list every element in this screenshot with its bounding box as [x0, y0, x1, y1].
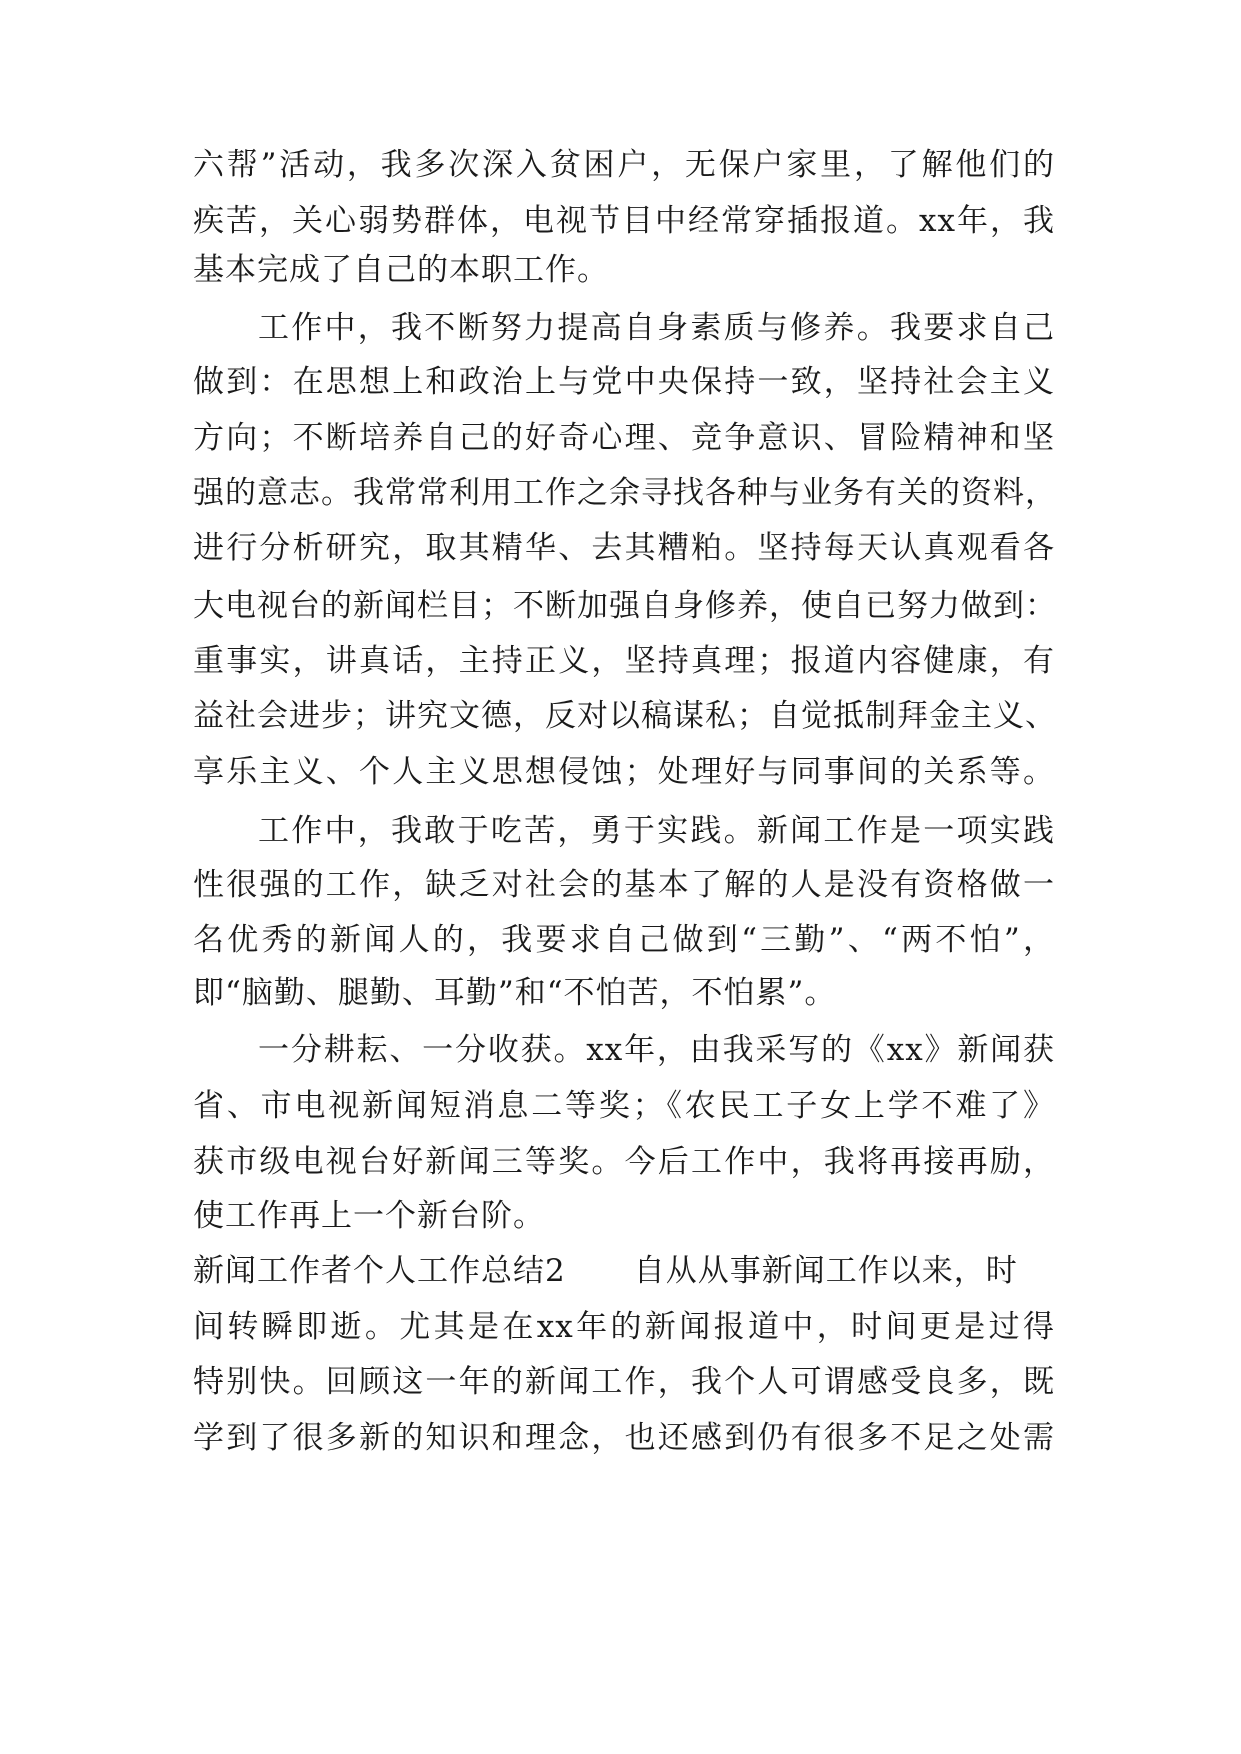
text-line: 强的意志。我常常利用工作之余寻找各种与业务有关的资料， — [193, 475, 1057, 511]
text-line: 省、市电视新闻短消息二等奖；《农民工子女上学不难了》 — [193, 1088, 1055, 1124]
text-line: 特别快。回顾这一年的新闻工作，我个人可谓感受良多，既 — [193, 1364, 1055, 1400]
text-line: 基本完成了自己的本职工作。 — [193, 252, 609, 288]
text-line: 名优秀的新闻人的，我要求自己做到“三勤”、“两不怕”， — [193, 922, 1055, 958]
text-line: 进行分析研究，取其精华、去其糟粕。坚持每天认真观看各 — [193, 530, 1055, 566]
text-line: 即“脑勤、腿勤、耳勤”和“不怕苦，不怕累”。 — [193, 975, 837, 1011]
text-line: 一分耕耘、一分收获。xx年，由我采写的《xx》新闻获 — [258, 1032, 1055, 1068]
text-line: 性很强的工作，缺乏对社会的基本了解的人是没有资格做一 — [193, 867, 1055, 903]
text-line: 六帮”活动，我多次深入贫困户，无保户家里，了解他们的 — [193, 147, 1055, 183]
text-line: 做到：在思想上和政治上与党中央保持一致，坚持社会主义 — [193, 364, 1055, 400]
text-line: 方向；不断培养自己的好奇心理、竞争意识、冒险精神和坚 — [193, 420, 1055, 456]
section-heading-line — [193, 1243, 1018, 1299]
text-line: 工作中，我不断努力提高自身素质与修养。我要求自己 — [258, 310, 1055, 346]
text-line: 享乐主义、个人主义思想侵蚀；处理好与同事间的关系等。 — [193, 754, 1055, 790]
text-line: 益社会进步；讲究文德，反对以稿谋私；自觉抵制拜金主义、 — [193, 698, 1057, 734]
text-line: 疾苦，关心弱势群体，电视节目中经常穿插报道。xx年，我 — [193, 203, 1055, 239]
text-line: 学到了很多新的知识和理念，也还感到仍有很多不足之处需 — [193, 1420, 1055, 1456]
text-line: 使工作再上一个新台阶。 — [193, 1198, 545, 1234]
text-line: 重事实，讲真话，主持正义，坚持真理；报道内容健康，有 — [193, 643, 1055, 679]
section-heading: 新闻工作者个人工作总结2 — [193, 1253, 566, 1289]
text-line: 工作中，我敢于吃苦，勇于实践。新闻工作是一项实践 — [258, 813, 1055, 849]
text-line: 大电视台的新闻栏目；不断加强自身修养，使自已努力做到： — [193, 588, 1057, 624]
section-first-line: 自从从事新闻工作以来，时 — [633, 1253, 1018, 1289]
text-line: 间转瞬即逝。尤其是在xx年的新闻报道中，时间更是过得 — [193, 1309, 1055, 1345]
text-line: 获市级电视台好新闻三等奖。今后工作中，我将再接再励， — [193, 1144, 1055, 1180]
